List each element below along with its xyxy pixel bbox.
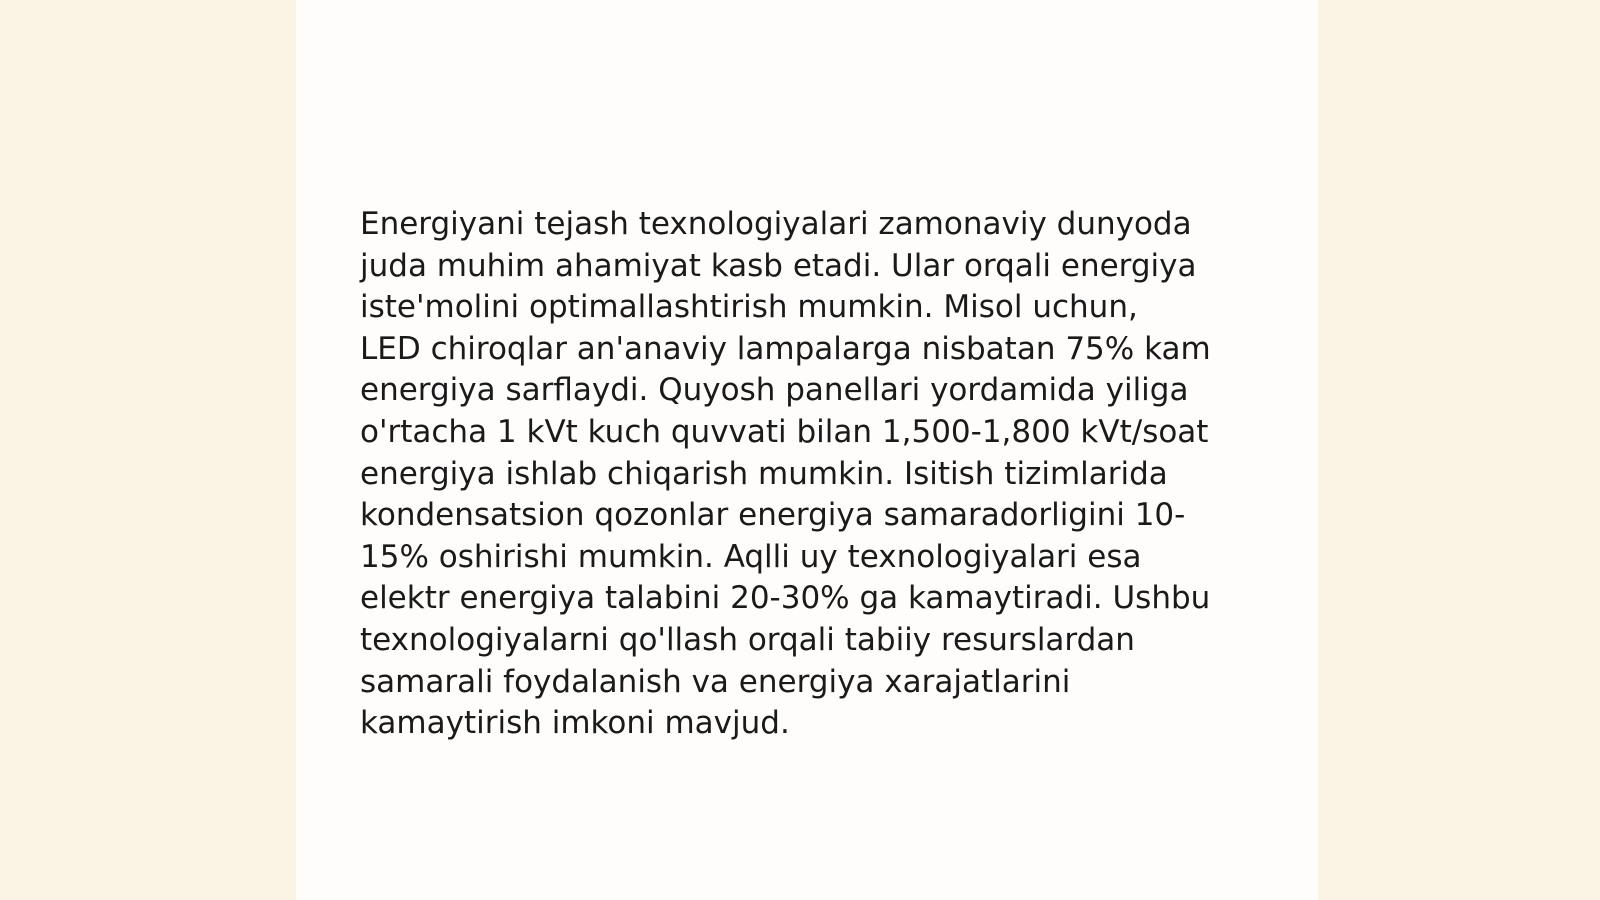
- paragraph-line: samarali foydalanish va energiya xarajatlarini: [360, 663, 1071, 700]
- paragraph-line: kondensatsion qozonlar energiya samaradorligini 10-: [360, 497, 1186, 534]
- paragraph-line: energiya ishlab chiqarish mumkin. Isitish tizimlarida: [360, 455, 1168, 492]
- document-page: [296, 0, 1318, 900]
- paragraph-line: energiya sarflaydi. Quyosh panellari yordamida yiliga: [360, 372, 1189, 409]
- paragraph-line: Energiyani tejash texnologiyalari zamonaviy dunyoda: [360, 206, 1192, 242]
- paragraph-line: kamaytirish imkoni mavjud.: [360, 705, 790, 742]
- paragraph-line: o'rtacha 1 kVt kuch quvvati bilan 1,500-1,800 kVt/soat: [360, 413, 1209, 450]
- body-paragraph: [360, 204, 1260, 745]
- paragraph-line: texnologiyalarni qo'llash orqali tabiiy resurslardan: [360, 621, 1135, 658]
- paragraph-line: LED chiroqlar an'anaviy lampalarga nisbatan 75% kam: [360, 330, 1211, 367]
- paragraph-line: 15% oshirishi mumkin. Aqlli uy texnologiyalari esa: [360, 538, 1142, 575]
- right-margin-background: [1318, 0, 1600, 900]
- left-margin-background: [0, 0, 296, 900]
- paragraph-line: juda muhim ahamiyat kasb etadi. Ular orqali energiya: [360, 247, 1197, 284]
- paragraph-line: elektr energiya talabini 20-30% ga kamaytiradi. Ushbu: [360, 580, 1211, 617]
- paragraph-line: iste'molini optimallashtirish mumkin. Misol uchun,: [360, 289, 1138, 326]
